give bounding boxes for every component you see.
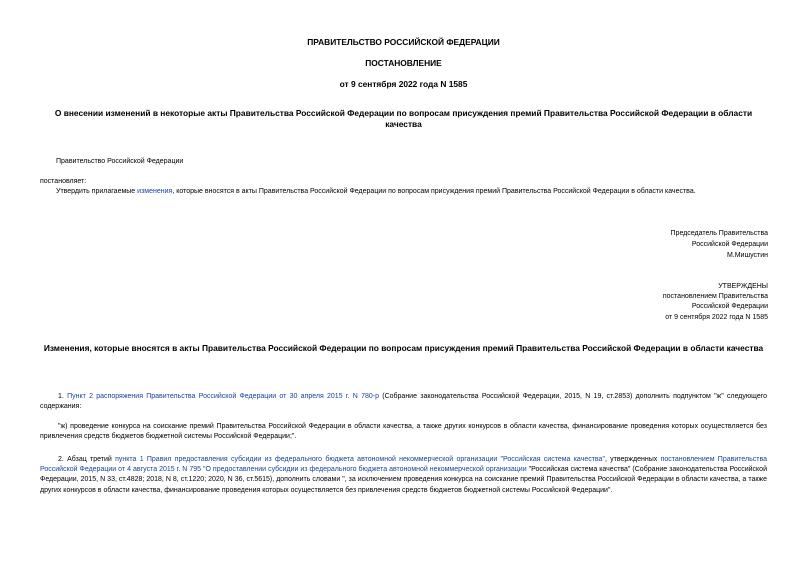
approved-line-1: УТВЕРЖДЕНЫ bbox=[718, 283, 768, 290]
annex-title: Изменения, которые вносятся в акты Правительства Российской Федерации по вопросам присуждения премий Правительства Российской Федерации в области качества bbox=[43, 343, 764, 353]
document-date-number: от 9 сентября 2022 года N 1585 bbox=[339, 79, 468, 89]
item-2-link-2[interactable]: постановлением Правительства Российской Федерации от 4 августа 2015 г. N 795 "О предоставлении субсидии из федерального бюджета автономной некоммерческой организации bbox=[40, 456, 767, 474]
approved-line-2: постановлением Правительства bbox=[662, 293, 768, 300]
approved-line-3: Российской Федерации bbox=[691, 303, 768, 310]
item-1-link[interactable]: Пункт 2 распоряжения Правительства Российской Федерации от 30 апреля 2015 г. N 780-р bbox=[67, 393, 379, 400]
document-title: О внесении изменений в некоторые акты Правительства Российской Федерации по вопросам присуждения премий Правительства Российской Федерации в области качества bbox=[54, 108, 753, 129]
item-2-link-1[interactable]: пункта 1 Правил предоставления субсидии из федерального бюджета автономной некоммерческой организации "Российская система качества" bbox=[115, 456, 605, 463]
document-type: ПОСТАНОВЛЕНИЕ bbox=[365, 58, 442, 68]
approve-before: Утвердить прилагаемые bbox=[56, 188, 138, 195]
item-1-text: (Собрание законодательства Российской Федерации, 2015, N 19, ст.2853) дополнить подпунктом "ж" следующего содержания: bbox=[40, 393, 768, 411]
item-1-quote: "ж) проведение конкурса на соискание премий Правительства Российской Федерации в области качества, а также других конкурсов в области качества, финансирование проведения которых осуществляется без привлечения средств бюджетов бюджетной системы Российской Федерации;". bbox=[40, 423, 767, 441]
item-1 bbox=[40, 392, 767, 412]
item-2 bbox=[40, 455, 767, 496]
item-2-text-1: , утвержденных bbox=[604, 456, 661, 463]
approved-line-4: от 9 сентября 2022 года N 1585 bbox=[665, 314, 768, 321]
approve-paragraph bbox=[56, 187, 768, 197]
government-heading: ПРАВИТЕЛЬСТВО РОССИЙСКОЙ ФЕДЕРАЦИИ bbox=[307, 37, 500, 47]
approve-link[interactable]: изменения bbox=[137, 188, 173, 195]
item-1-number: 1. bbox=[58, 393, 68, 400]
item-2-number: 2. Абзац третий bbox=[58, 456, 116, 463]
item-2-text-2: "Российская система качества" (Собрание законодательства Российской Федерации, 2015, N 33, ст.4828; 2018, N 8, ст.1220; 2020, N 36, ст.5615), дополнить словами ", за исключением проведения конкурса на соискание премий Правительства Российской Федерации в области качества, а также других конкурсов в области качества, финансирование проведения которых осуществляется без привлечения средств бюджетов бюджетной системы Российской Федерации". bbox=[40, 466, 767, 494]
signature-line-2: Российской Федерации bbox=[691, 241, 768, 248]
government-line: Правительство Российской Федерации bbox=[56, 158, 184, 165]
decrees-word: постановляет: bbox=[40, 178, 87, 185]
approve-after: , которые вносятся в акты Правительства Российской Федерации по вопросам присуждения премий Правительства Российской Федерации в области качества. bbox=[172, 188, 696, 195]
signature-line-1: Председатель Правительства bbox=[670, 230, 768, 237]
signature-name: М.Мишустин bbox=[726, 252, 768, 259]
